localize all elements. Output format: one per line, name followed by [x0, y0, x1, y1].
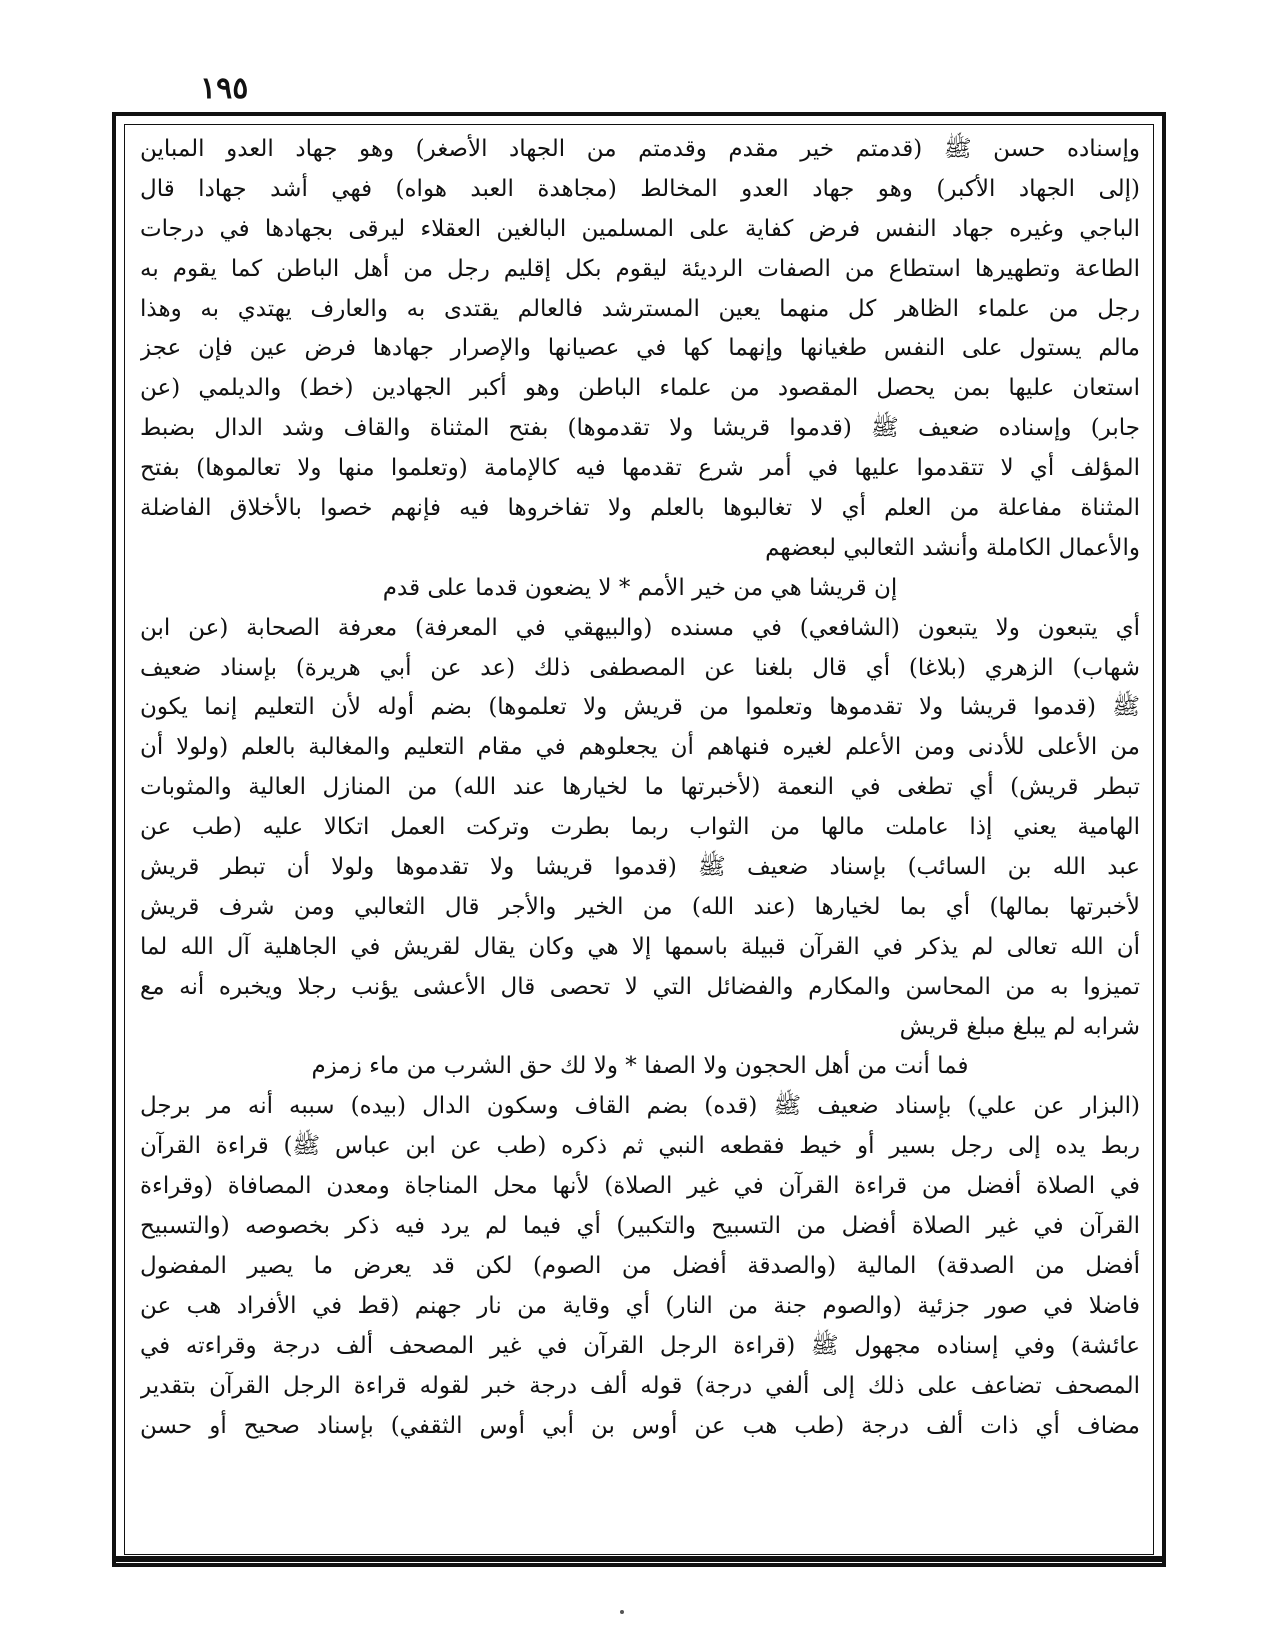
text-line: والأعمال الكاملة وأنشد الثعالبي لبعضهم: [765, 534, 1140, 561]
text-line: (البزار عن علي) بإسناد ضعيف ﷺ (قده) بضم القاف وسكون الدال (بيده) سببه أنه مر برجل: [140, 1093, 1140, 1120]
text-line: شهاب) الزهري (بلاغا) أي قال بلغنا عن المصطفى ذلك (عد عن أبي هريرة) بإسناد ضعيف: [140, 654, 1140, 681]
text-line: تميزوا به من المحاسن والمكارم والفضائل التي لا تحصى قال الأعشى يؤنب رجلا ويخبره أنه مع: [140, 973, 1140, 1000]
text-line: شرابه لم يبلغ مبلغ قريش: [899, 1013, 1140, 1040]
poem-verse: إن قريشا هي من خير الأمم * لا يضعون قدما على قدم: [382, 574, 898, 601]
text-line: المصحف تضاعف على ذلك إلى ألفي درجة) قوله ألف درجة خبر لقوله قراءة الرجل القرآن بتقدير: [140, 1372, 1140, 1399]
text-line: الهامية يعني إذا عاملت مالها من الثواب ربما بطرت وتركت العمل اتكالا عليه (طب عن: [140, 814, 1140, 841]
text-line: فاضلا في صور جزئية (والصوم جنة من النار) أي وقاية من نار جهنم (قط في الأفراد هب عن: [140, 1292, 1140, 1319]
poem-verse: فما أنت من أهل الحجون ولا الصفا * ولا لك حق الشرب من ماء زمزم: [311, 1053, 969, 1080]
text-line: المؤلف أي لا تتقدموا عليها في أمر شرع تقدمها فيه كالإمامة (وتعلموا منها ولا تعالموها) بفتح: [140, 455, 1140, 482]
text-line: ﷺ (قدموا قريشا ولا تقدموها وتعلموا من قريش ولا تعلموها) بضم أوله لأن التعليم إنما يكون: [140, 694, 1140, 721]
scan-speck: [620, 1610, 624, 1614]
text-line: رجل من علماء الظاهر كل منهما يعين المسترشد فالعالم يقتدى به والعارف يهتدي به وهذا: [140, 295, 1140, 322]
text-line: الطاعة وتطهيرها استطاع من الصفات الرديئة ليقوم بكل إقليم رجل من أهل الباطن كما يقوم به: [140, 255, 1140, 282]
text-line: من الأعلى للأدنى ومن الأعلم لغيره فنهاهم أن يجعلوهم في مقام التعليم والمغالبة بالعلم (ولولا أن: [140, 734, 1140, 761]
text-line: استعان عليها بمن يحصل المقصود من علماء الباطن وهو أكبر الجهادين (خط) والديلمي (عن: [140, 375, 1140, 402]
text-line: مالم يستول على النفس طغيانها وإنهما كها في عصيانها والإصرار جهادها فرض عين فإن عجز: [140, 335, 1140, 362]
text-line: لأخبرتها بمالها) أي بما لخيارها (عند الله) من الخير والأجر قال الثعالبي ومن شرف قريش: [140, 893, 1140, 920]
text-line: أفضل من الصدقة) المالية (والصدقة أفضل من الصوم) لكن قد يعرض ما يصير المفضول: [140, 1252, 1140, 1279]
text-block: [140, 130, 1140, 1548]
text-line: في الصلاة أفضل من قراءة القرآن في غير الصلاة) لأنها محل المناجاة ومعدن المصافاة (وقراءة: [140, 1173, 1140, 1200]
text-line: الباجي وغيره جهاد النفس فرض كفاية على المسلمين البالغين العقلاء ليرقى بجهادها في درجات: [140, 215, 1140, 242]
text-line: جابر) وإسناده ضعيف ﷺ (قدموا قريشا ولا تقدموها) بفتح المثناة والقاف وشد الدال بضبط: [140, 415, 1140, 442]
text-line: مضاف أي ذات ألف درجة (طب هب عن أوس بن أبي أوس الثقفي) بإسناد صحيح أو حسن: [140, 1412, 1140, 1439]
text-line: أن الله تعالى لم يذكر في القرآن قبيلة باسمها إلا هي وكان يقال لقريش في الجاهلية آل الله لما: [140, 933, 1140, 960]
text-line: عائشة) وفي إسناده مجهول ﷺ (قراءة الرجل القرآن في غير المصحف ألف درجة وقراءته في: [140, 1332, 1140, 1359]
text-line: (إلى الجهاد الأكبر) وهو جهاد العدو المخالط (مجاهدة العبد هواه) فهي أشد جهادا قال: [140, 175, 1140, 202]
text-line: وإسناده حسن ﷺ (قدمتم خير مقدم وقدمتم من الجهاد الأصغر) وهو جهاد العدو المباين: [140, 136, 1140, 162]
page-number: ١٩٥: [200, 71, 249, 106]
text-line: عبد الله بن السائب) بإسناد ضعيف ﷺ (قدموا قريشا ولا تقدموها ولولا أن تبطر قريش: [140, 854, 1140, 881]
text-line: المثناة مفاعلة من العلم أي لا تغالبوها بالعلم ولا تفاخروها فيه فإنهم خصوا بالأخلاق الفاضلة: [140, 495, 1140, 522]
text-line: تبطر قريش) أي تطغى في النعمة (لأخبرتها ما لخيارها عند الله) من المنازل العالية والمثوبات: [140, 774, 1140, 801]
page-frame-bottom-rule: [112, 1556, 1166, 1562]
text-line: القرآن في غير الصلاة أفضل من التسبيح والتكبير) أي فيما لم يرد فيه ذكر بخصوصه (والتسبيح: [140, 1213, 1140, 1240]
text-line: أي يتبعون ولا يتبعون (الشافعي) في مسنده (والبيهقي في المعرفة) معرفة الصحابة (عن ابن: [140, 614, 1140, 641]
text-line: ربط يده إلى رجل بسير أو خيط فقطعه النبي ثم ذكره (طب عن ابن عباس ﷺ) قراءة القرآن: [140, 1133, 1140, 1160]
